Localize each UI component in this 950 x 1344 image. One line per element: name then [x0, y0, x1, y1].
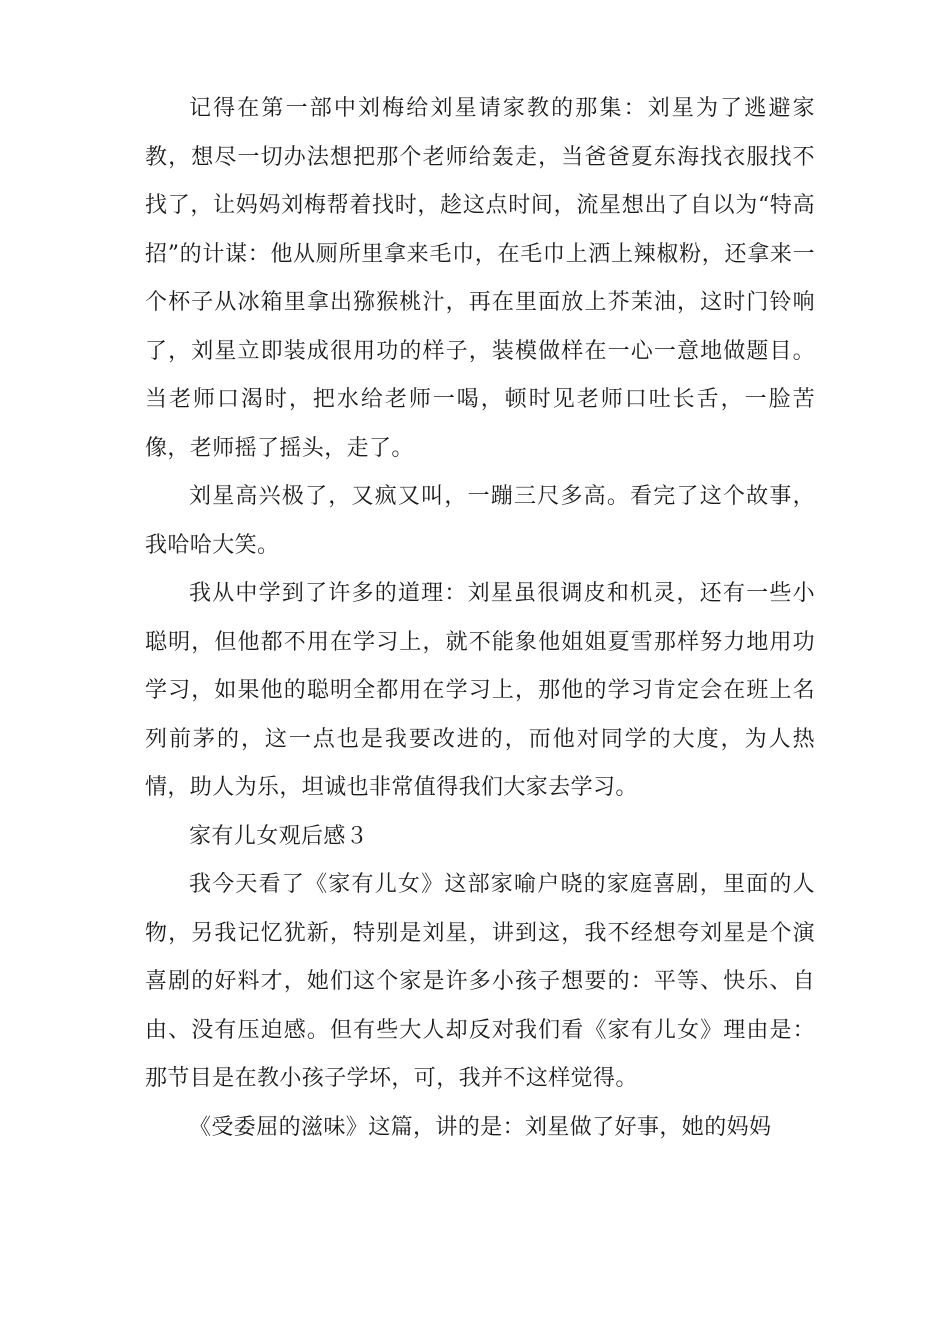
- paragraph-review-episode: 《受委屈的滋味》这篇，讲的是：刘星做了好事，她的妈妈: [189, 1114, 772, 1140]
- paragraph-review-intro: 我今天看了《家有儿女》这部家喻户晓的家庭喜剧，里面的人物，另我记忆犹新，特别是刘星，讲到这，我不经想夸刘星是个演喜剧的好料才，她们这个家是许多小孩子想要的：平等、快乐、自由、没有压迫感。但有些大人却反对我们看《家有儿女》理由是：那节目是在教小孩子学坏，可，我并不这样觉得。: [145, 872, 815, 1091]
- paragraph-reaction: 刘星高兴极了，又疯又叫，一蹦三尺多高。看完了这个故事，我哈哈大笑。: [145, 484, 815, 558]
- section-title: 家有儿女观后感３: [189, 823, 369, 849]
- paragraph-lesson: 我从中学到了许多的道理：刘星虽很调皮和机灵，还有一些小聪明，但他都不用在学习上，就不能象他姐姐夏雪那样努力地用功学习，如果他的聪明全都用在学习上，那他的学习肯定会在班上名列前茅的，这一点也是我要改进的，而他对同学的大度，为人热情，助人为乐，坦诚也非常值得我们大家去学习。: [145, 581, 815, 800]
- document-body: [145, 85, 815, 1152]
- paragraph-tutor-story: 记得在第一部中刘梅给刘星请家教的那集：刘星为了逃避家教，想尽一切办法想把那个老师给轰走，当爸爸夏东海找衣服找不找了，让妈妈刘梅帮着找时，趁这点时间，流星想出了自以为“特高招”的计谋：他从厕所里拿来毛巾，在毛巾上洒上辣椒粉，还拿来一个杯子从冰箱里拿出猕猴桃汁，再在里面放上芥茉油，这时门铃响了，刘星立即装成很用功的样子，装模做样在一心一意地做题目。当老师口渴时，把水给老师一喝，顿时见老师口吐长舌，一脸苦像，老师摇了摇头，走了。: [145, 96, 815, 461]
